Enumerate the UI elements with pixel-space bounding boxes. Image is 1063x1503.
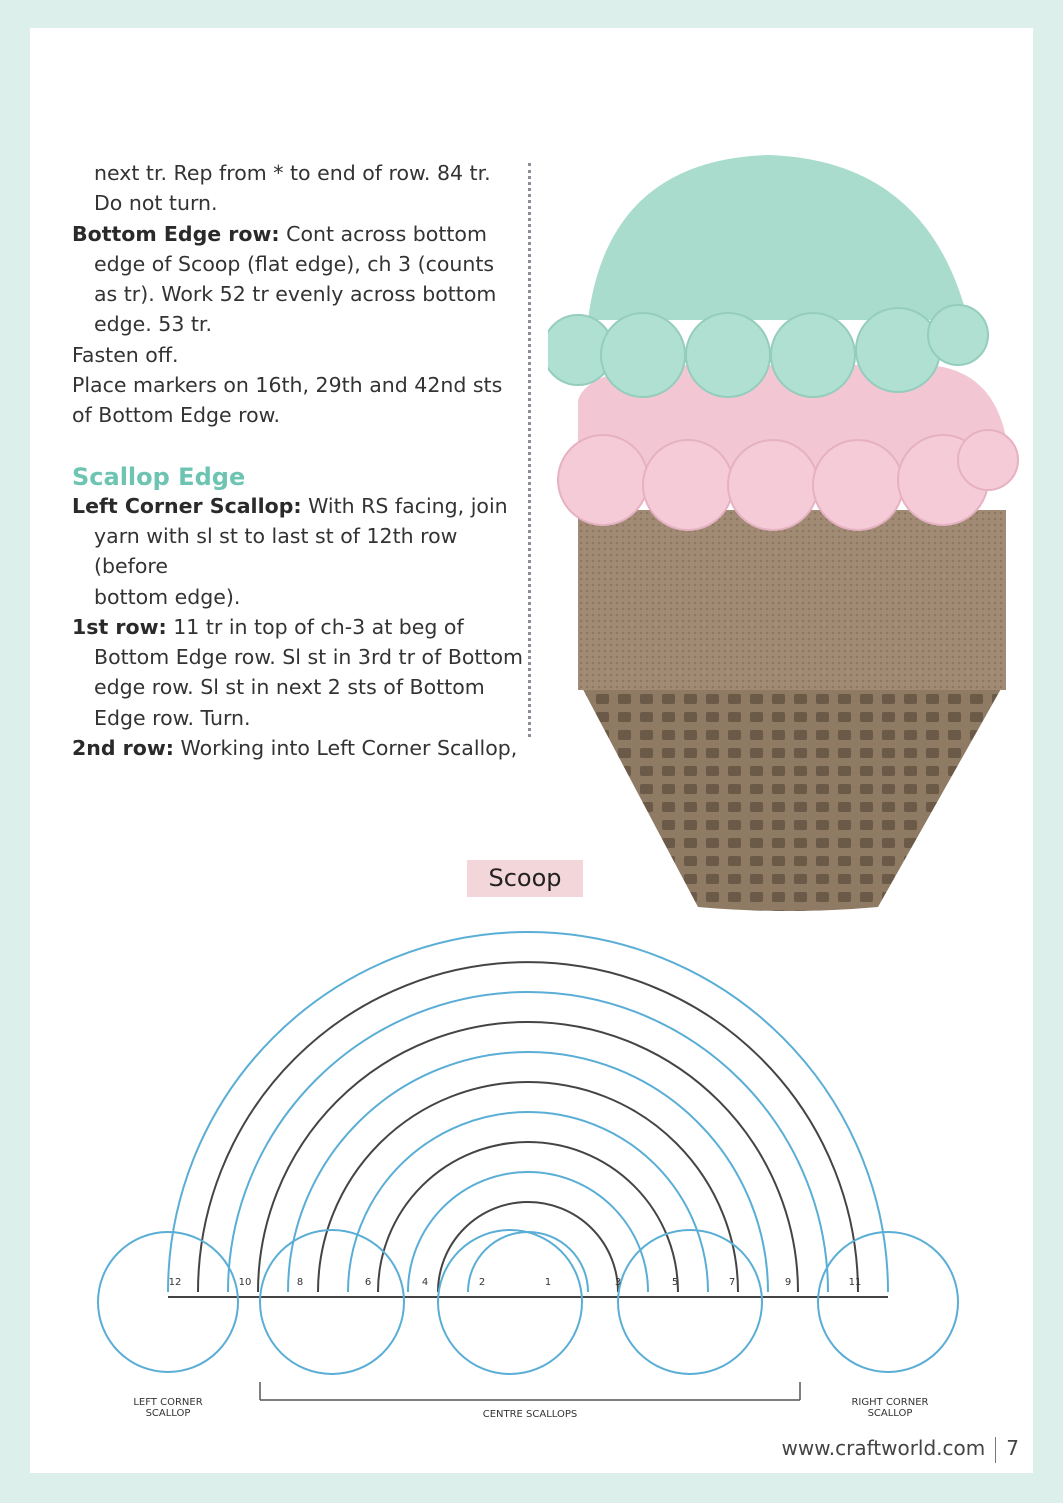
left-corner-label-2: SCALLOP — [145, 1408, 191, 1419]
instruction-line: edge row. Sl st in next 2 sts of Bottom — [94, 675, 485, 700]
instruction-line: edge of Scoop (flat edge), ch 3 (counts — [94, 251, 495, 276]
row-number: 1 — [544, 1277, 552, 1288]
row-number: 8 — [296, 1277, 304, 1288]
footer-separator — [995, 1437, 996, 1463]
cone-waffle — [578, 680, 1006, 911]
left-corner-row — [72, 491, 527, 521]
instruction-line: Do not turn. — [94, 191, 218, 216]
row-number: 3 — [614, 1277, 622, 1288]
row-label: 2nd row: — [72, 736, 174, 761]
row-number: 2 — [478, 1277, 486, 1288]
row-label: Bottom Edge row: — [72, 221, 280, 246]
instruction-line: edge. 53 tr. — [94, 312, 212, 337]
right-corner-label-2: SCALLOP — [867, 1408, 913, 1419]
left-corner-label-1: LEFT CORNER — [133, 1397, 203, 1408]
section-heading: Scallop Edge — [72, 462, 246, 491]
instruction-line: bottom edge). — [94, 584, 241, 609]
instruction-line: Bottom Edge row. Sl st in 3rd tr of Bottom — [94, 645, 524, 670]
instruction-line: of Bottom Edge row. — [72, 403, 281, 428]
chart-arc — [378, 1142, 678, 1292]
page-footer — [782, 1436, 1019, 1463]
row-number: 5 — [671, 1277, 679, 1288]
instruction-line: yarn with sl st to last st of 12th row (before — [94, 523, 458, 579]
row-number: 9 — [784, 1277, 792, 1288]
bottom-edge-row — [72, 219, 527, 249]
row-2 — [72, 733, 527, 763]
mint-scoop — [588, 155, 968, 320]
centre-label: CENTRE SCALLOPS — [482, 1409, 578, 1420]
crochet-chart — [80, 912, 960, 1442]
row-1 — [72, 612, 527, 642]
row-number: 4 — [421, 1277, 429, 1288]
instruction-line: next tr. Rep from * to end of row. 84 tr. — [94, 161, 491, 185]
row-number: 6 — [364, 1277, 372, 1288]
instructions-column — [72, 158, 527, 763]
instruction-line: as tr). Work 52 tr evenly across bottom — [94, 282, 497, 307]
row-number: 11 — [848, 1277, 862, 1288]
page-number: 7 — [1006, 1436, 1019, 1460]
ice-cream-photo — [548, 150, 1036, 912]
chart-arc — [198, 962, 858, 1292]
pink-scallops — [558, 430, 1018, 530]
footer-url[interactable]: www.craftworld.com — [781, 1436, 986, 1460]
row-text: With RS facing, join — [301, 493, 508, 518]
chart-scallops — [98, 1230, 958, 1374]
row-text: Cont across bottom — [279, 221, 487, 246]
row-number: 12 — [168, 1277, 182, 1288]
chart-arc — [258, 1022, 798, 1292]
instruction-line: Place markers on 16th, 29th and 42nd sts — [72, 373, 503, 398]
chart-label: Scoop — [467, 860, 583, 897]
row-text: 11 tr in top of ch-3 at beg of — [166, 614, 464, 639]
row-number: 7 — [728, 1277, 736, 1288]
column-divider — [528, 163, 531, 737]
instruction-line: Fasten off. — [72, 342, 179, 367]
right-corner-label-1: RIGHT CORNER — [851, 1397, 929, 1408]
bottom-band — [0, 1473, 1063, 1503]
instruction-line: Edge row. Turn. — [94, 705, 251, 730]
row-number: 10 — [238, 1277, 252, 1288]
cone-top — [578, 510, 1006, 690]
row-label: Left Corner Scallop: — [72, 493, 302, 518]
row-label: 1st row: — [72, 614, 167, 639]
row-text: Working into Left Corner Scallop, — [174, 736, 518, 761]
